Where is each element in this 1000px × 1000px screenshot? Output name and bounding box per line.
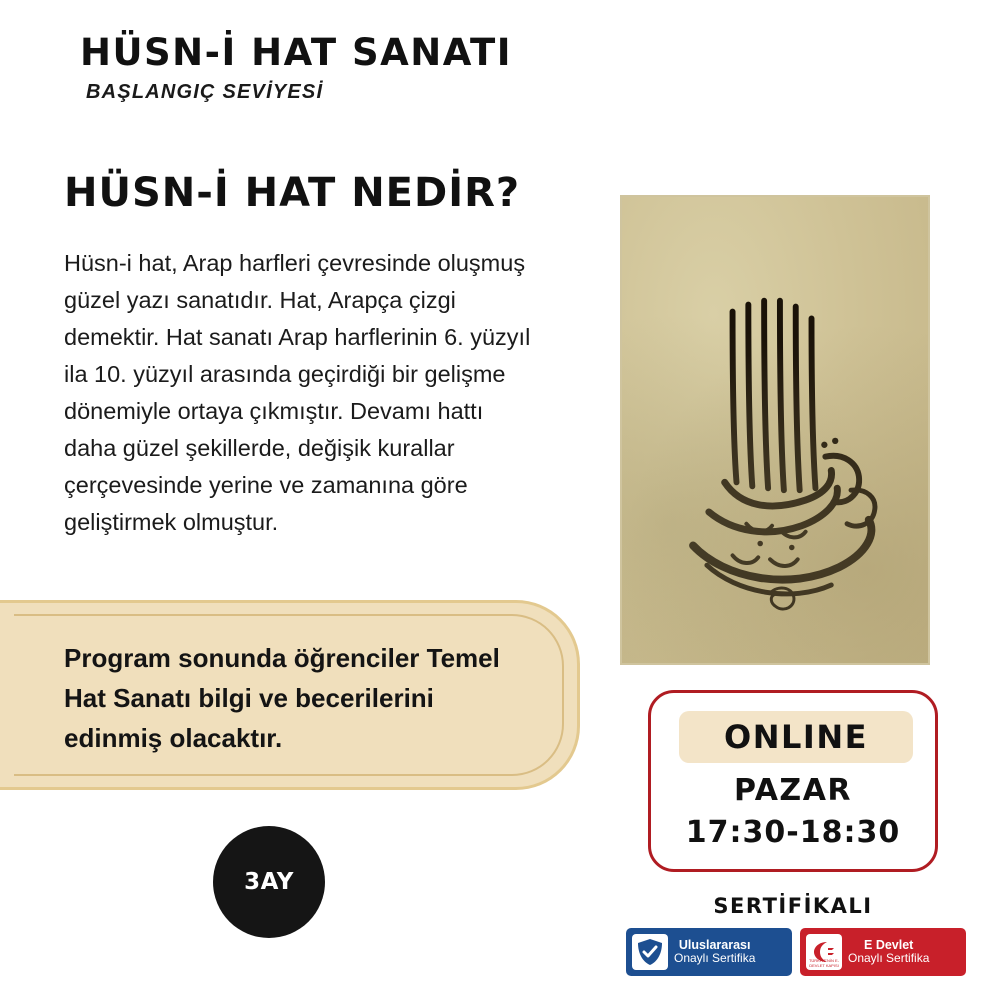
poster-header bbox=[80, 31, 600, 104]
section-body bbox=[64, 245, 534, 541]
certificate-badge-line1: E Devlet bbox=[864, 937, 914, 952]
page-title: HÜSN-İ HAT SANATI bbox=[80, 31, 512, 74]
outcome-banner bbox=[0, 600, 580, 790]
certificate-badges bbox=[626, 928, 966, 976]
certificate-badge-text bbox=[674, 938, 755, 966]
schedule-card bbox=[648, 690, 938, 872]
certificate-badge-line2: Onaylı Sertifika bbox=[674, 951, 756, 966]
duration-badge: 3AY bbox=[213, 826, 325, 938]
certificate-badge-line1: Uluslararası bbox=[678, 937, 751, 952]
online-badge: ONLINE bbox=[679, 711, 913, 763]
calligraphy-artwork bbox=[620, 195, 930, 665]
check-badge-icon bbox=[632, 934, 668, 970]
certificate-title: SERTİFİKALI bbox=[713, 894, 873, 918]
e-devlet-caption: TÜRKİYE'NİN E-DEVLET KAPISI bbox=[808, 958, 840, 968]
section-paragraph: Hüsn-i hat, Arap harfleri çevresinde oluşmuş güzel yazı sanatıdır. Hat, Arapça çizgi demektir. Hat sanatı Arap harflerinin 6. yüzyıl ila 10. yüzyıl arasında geçirdiği bir gelişme dönemiyle ortaya çıkmıştır. Devamı hattı daha güzel şekillerde, değişik kurallar çerçevesinde yerine ve zamanına göre geliştirmek olmuştur. bbox=[64, 250, 531, 535]
e-devlet-icon bbox=[806, 934, 842, 970]
schedule-day: PAZAR bbox=[733, 773, 853, 808]
certificate-badge-international bbox=[626, 928, 792, 976]
certificate-badge-line2: Onaylı Sertifika bbox=[848, 951, 930, 966]
page-subtitle: BAŞLANGIÇ SEVİYESİ bbox=[86, 80, 324, 103]
banner-text: Program sonunda öğrenciler Temel Hat Sanatı bilgi ve becerilerini edinmiş olacaktır. bbox=[64, 643, 500, 753]
certificate-badge-text bbox=[848, 938, 929, 966]
certificate-badge-edevlet bbox=[800, 928, 966, 976]
schedule-time: 17:30-18:30 bbox=[685, 815, 901, 850]
calligraphy-icon bbox=[622, 197, 928, 663]
section-heading: HÜSN-İ HAT NEDİR? bbox=[64, 170, 521, 216]
